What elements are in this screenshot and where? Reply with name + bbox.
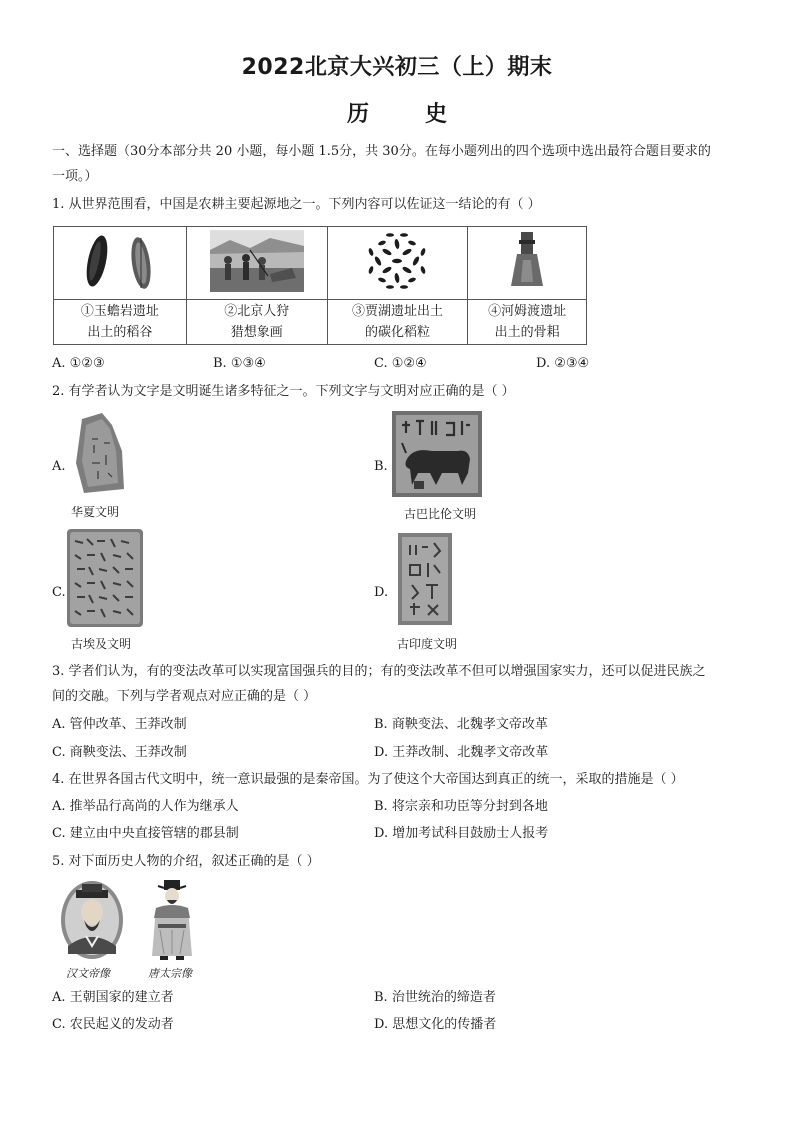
q1-cell-1-text [54,300,187,345]
q5-option-a[interactable]: A. 王朝国家的建立者 [52,990,174,1005]
q1-cell-3-line1: ③贾湖遗址出土 [351,304,443,319]
q3-option-a[interactable]: A. 管仲改革、王莽改制 [52,717,187,732]
q5-stem: 5. 对下面历史人物的介绍，叙述正确的是（ ） [52,854,320,869]
tang-taizong-portrait [146,878,198,962]
oracle-bone-image [72,411,128,495]
q2-option-a-label[interactable]: A. [52,459,66,474]
q1-evidence-table [53,226,587,345]
q4-stem: 4. 在世界各国古代文明中，统一意识最强的是秦帝国。为了使这个大帝国达到真正的统一，采取的措施是（ ） [52,772,684,787]
q1-option-a[interactable]: A. ①②③ [52,356,105,371]
bone-spade-image [507,230,547,292]
section-instruction-line2: 一项。） [52,169,98,184]
q4-option-d[interactable]: D. 增加考试科目鼓励士人报考 [374,826,549,841]
q1-cell-hunting-image [186,227,327,300]
q5-caption-left: 汉文帝像 [66,967,110,980]
q1-cell-4-line2: 出土的骨耜 [494,325,560,340]
subject-title: 历史 [346,102,503,127]
q2-option-c-label[interactable]: C. [52,585,66,600]
q1-cell-2-text [186,300,327,345]
q3-stem-line1: 3. 学者们认为，有的变法改革可以实现富国强兵的目的；有的变法改革不但可以增强国家实力，还可以促进民族之 [52,664,706,679]
q1-cell-2-line1: ②北京人狩 [224,304,290,319]
q3-option-d[interactable]: D. 王莽改制、北魏孝文帝改革 [374,745,549,760]
q1-stem: 1. 从世界范围看，中国是农耕主要起源地之一。下列内容可以佐证这一结论的有（ ） [52,197,541,212]
q2-caption-c: 古埃及文明 [71,637,132,651]
q2-option-d-label[interactable]: D. [374,585,389,600]
hunting-painting-image [210,230,304,292]
q1-cell-carbonized-rice-image [327,227,468,300]
q4-option-a[interactable]: A. 推举品行高尚的人作为继承人 [52,799,239,814]
q1-cell-2-line2: 猎想象画 [230,325,283,340]
q5-option-c[interactable]: C. 农民起义的发动者 [52,1017,174,1032]
indus-script-image [398,533,452,625]
q5-caption-right: 唐太宗像 [148,967,192,980]
q1-option-b[interactable]: B. ①③④ [213,356,266,371]
cuneiform-tablet-image [67,529,143,627]
q5-option-d[interactable]: D. 思想文化的传播者 [374,1017,497,1032]
q5-option-b[interactable]: B. 治世统治的缔造者 [374,990,496,1005]
q2-caption-d: 古印度文明 [397,637,458,651]
q2-caption-a: 华夏文明 [71,505,120,519]
carbonized-rice-image [362,230,432,292]
page-title: 2022北京大兴初三（上）期末 [241,55,553,80]
q1-cell-1-line2: 出土的稻谷 [87,325,153,340]
q1-cell-bone-spade-image [468,227,587,300]
q3-option-b[interactable]: B. 商鞅变法、北魏孝文帝改革 [374,717,548,732]
q2-caption-b: 古巴比伦文明 [404,507,477,521]
section-instruction-line1: 一、选择题（30分本部分共 20 小题，每小题 1.5分，共 30分。在每小题列出的四个选项中选出最符合题目要求的 [52,144,711,159]
q3-stem-line2: 间的交融。下列与学者观点对应正确的是（ ） [52,689,317,704]
q4-option-b[interactable]: B. 将宗亲和功臣等分封到各地 [374,799,548,814]
q1-cell-1-line1: ①玉蟾岩遗址 [80,304,159,319]
q1-cell-4-text [468,300,587,345]
q2-option-b-label[interactable]: B. [374,459,388,474]
rice-grain-image [75,230,165,292]
q1-cell-3-line2: 的碳化稻粒 [364,325,430,340]
q1-option-d[interactable]: D. ②③④ [536,356,590,371]
q2-stem: 2. 有学者认为文字是文明诞生诸多特征之一。下列文字与文明对应正确的是（ ） [52,384,515,399]
q1-cell-3-text [327,300,468,345]
q1-cell-4-line1: ④河姆渡遗址 [488,304,567,319]
q3-option-c[interactable]: C. 商鞅变法、王莽改制 [52,745,187,760]
q4-option-c[interactable]: C. 建立由中央直接管辖的郡县制 [52,826,239,841]
seal-image [392,411,482,497]
han-wendi-portrait [60,880,124,960]
q1-option-c[interactable]: C. ①②④ [374,356,427,371]
q1-cell-rice-image [54,227,187,300]
